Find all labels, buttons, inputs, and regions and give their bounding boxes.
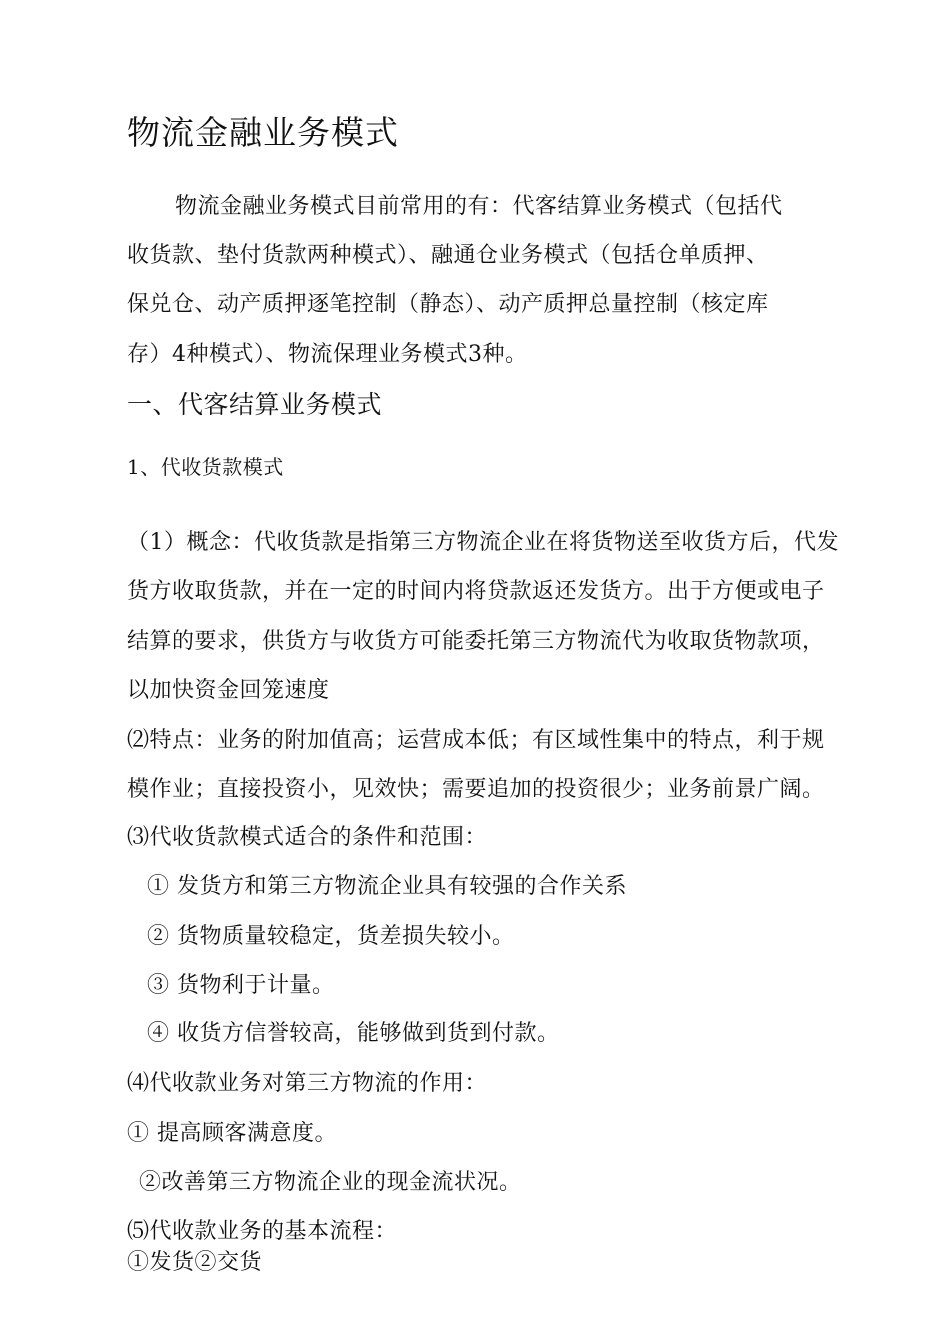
role-item-2: ②改善第三方物流企业的现金流状况。 [139,1170,522,1195]
intro-line-4: 存）4种模式）、物流保理业务模式3种。 [127,342,528,367]
intro-line-3: 保兑仓、动产质押逐笔控制（静态）、动产质押总量控制（核定库 [127,292,769,317]
condition-item-3: ③ 货物利于计量。 [147,973,335,998]
intro-line-1: 物流金融业务模式目前常用的有：代客结算业务模式（包括代 [175,194,783,219]
concept-line-4: 以加快资金回笼速度 [127,678,330,703]
flow-steps: ①发货②交货 [127,1250,263,1275]
features-line-1: ⑵特点：业务的附加值高；运营成本低；有区域性集中的特点，利于规 [127,728,825,753]
condition-item-1: ① 发货方和第三方物流企业具有较强的合作关系 [147,874,627,899]
concept-line-3: 结算的要求，供货方与收货方可能委托第三方物流代为收取货物款项， [127,629,825,654]
concept-line-1: （1）概念：代收货款是指第三方物流企业在将货物送至收货方后，代发 [127,530,839,555]
page-title: 物流金融业务模式 [127,113,399,152]
intro-line-2: 收货款、垫付货款两种模式）、融通仓业务模式（包括仓单质押、 [127,243,769,268]
features-line-2: 模作业；直接投资小，见效快；需要追加的投资很少；业务前景广阔。 [127,777,825,802]
condition-item-4: ④ 收货方信誉较高，能够做到货到付款。 [147,1021,560,1046]
concept-line-2: 货方收取货款，并在一定的时间内将贷款返还发货方。出于方便或电子 [127,579,825,604]
role-item-1: ① 提高顾客满意度。 [127,1121,337,1146]
subsection-heading: 1、代收货款模式 [127,455,284,479]
section-heading: 一、代客结算业务模式 [127,390,383,419]
flow-heading: ⑸代收款业务的基本流程： [127,1219,398,1244]
conditions-heading: ⑶代收货款模式适合的条件和范围： [127,825,488,850]
roles-heading: ⑷代收款业务对第三方物流的作用： [127,1071,488,1096]
condition-item-2: ② 货物质量较稳定，货差损失较小。 [147,924,515,949]
